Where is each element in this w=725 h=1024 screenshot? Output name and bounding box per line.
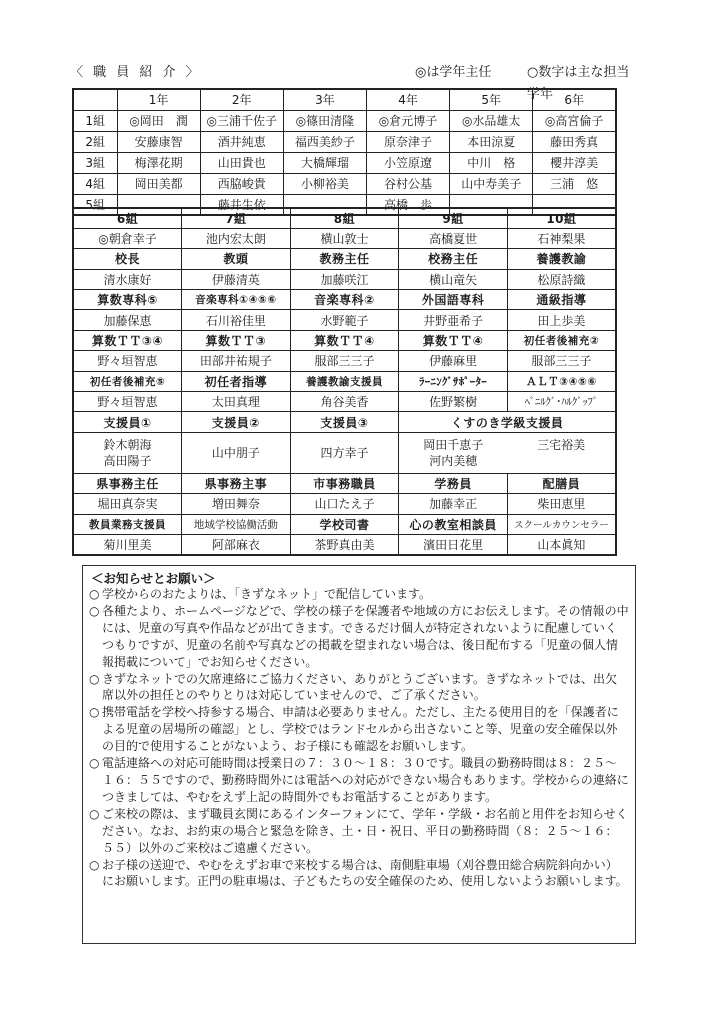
teacher-cell: 原奈津子	[366, 131, 449, 152]
role-label: 通級指導	[507, 290, 616, 310]
class-header: 10組	[507, 208, 616, 228]
notice-text: お子様の送迎で、やむをえずお車で来校する場合は、南側駐車場（刈谷豊田総合病院斜向かい）にお願いします。正門の駐車場は、子どもたちの安全確保のため、使用しないようお願いします。	[102, 857, 628, 889]
staff-name: 茶野真由美	[290, 534, 399, 554]
staff-name: 野々垣智恵	[73, 392, 182, 412]
teacher-cell: ◎水品雄太	[450, 110, 533, 131]
notice-text: 電話連絡への対応可能時間は授業日の７：３０～１８：３０です。職員の勤務時間は８：２５～１６：５５ですので、勤務時間外には電話への対応ができない場合もあります。学校からの連絡につきましては、やむをえず上記の時間外でもお電話することがあります。	[102, 756, 629, 804]
staff-row	[73, 412, 616, 432]
role-label: 校務主任	[399, 249, 508, 269]
role-label: 支援員③	[290, 412, 399, 432]
role-label: 校長	[73, 249, 182, 269]
teacher-cell: 谷村公基	[366, 173, 449, 194]
role-label: 地域学校協働活動	[182, 514, 291, 534]
teacher-cell: ◎三浦千佐子	[200, 110, 283, 131]
staff-row	[73, 392, 616, 412]
role-label: 算数ＴＴ③④	[73, 330, 182, 350]
staff-name: 太田真理	[182, 392, 291, 412]
teacher-cell: 中川 格	[450, 152, 533, 173]
staff-row	[73, 371, 616, 391]
teacher-cell: 安藤康智	[117, 131, 200, 152]
class-label: 3組	[73, 152, 117, 173]
staff-name: 横山竜矢	[399, 269, 508, 289]
staff-name: 伊藤清英	[182, 269, 291, 289]
role-label: 外国語専科	[399, 290, 508, 310]
teacher-cell: ◎篠田清隆	[283, 110, 366, 131]
role-label: 心の教室相談員	[399, 514, 508, 534]
staff-name-pair	[73, 432, 182, 473]
notice-text: 学校からのおたよりは、「きずなネット」で配信しています。	[102, 587, 432, 601]
spacer	[507, 453, 615, 469]
notice-text: 携帯電話を学校へ持参する場合、申請は必要ありません。ただし、主たる使用目的を「保護者による児童の居場所の確認」とし、学校ではランドセルから出さないこと等、児童の安全確保以外の目的で使用することがないよう、お子様にも確認をお願いします。	[102, 705, 619, 754]
grade-header: 4年	[366, 89, 449, 110]
class-label: 4組	[73, 173, 117, 194]
notice-item	[89, 586, 629, 603]
role-label: 初任者後補充②	[507, 330, 616, 350]
role-label: 初任者指導	[182, 371, 291, 391]
notice-list	[89, 586, 629, 890]
role-label: 算数ＴＴ④	[399, 330, 508, 350]
teacher-cell: 高橋 歩	[366, 194, 449, 215]
bullet-circle-icon: ○	[89, 756, 100, 771]
staff-name: 濱田日花里	[399, 534, 508, 554]
staff-row	[73, 351, 616, 371]
staff-row	[73, 269, 616, 289]
staff-name: 池内宏太朗	[182, 228, 291, 248]
staff-name: 清水康好	[73, 269, 182, 289]
staff-name: 水野範子	[290, 310, 399, 330]
notice-text: 各種たより、ホームページなどで、学校の様子を保護者や地域の方にお伝えします。その情報の中には、児童の写真や作品などが出てきます。できるだけ個人が特定されないように配慮していくつもりですが、児童の名前や写真などの掲載を望まれない場合は、後日配布する「児童の個人情報掲載について」でお知らせください。	[102, 603, 629, 669]
staff-name: 堀田真奈実	[73, 494, 182, 514]
grade-header: 2年	[200, 89, 283, 110]
grade-header-row	[73, 89, 616, 110]
staff-name: 石川裕佳里	[182, 310, 291, 330]
class-label: 5組	[73, 194, 117, 215]
notice-item	[89, 755, 629, 806]
support-names-line	[399, 437, 615, 453]
legend-head-teacher: ◎は学年主任	[415, 65, 492, 80]
staff-name: 河内美穂	[429, 453, 478, 468]
role-label: 市事務職員	[290, 473, 399, 493]
staff-name: 服部三三子	[507, 351, 616, 371]
staff-row	[73, 494, 616, 514]
teacher-cell: 藤井生依	[200, 194, 283, 215]
class-teacher-table	[72, 88, 617, 216]
teacher-cell: 西脇峻貴	[200, 173, 283, 194]
class-header: 8組	[290, 208, 399, 228]
corner-cell	[73, 89, 117, 110]
bullet-circle-icon: ○	[89, 806, 100, 821]
bullet-circle-icon: ○	[89, 587, 100, 601]
teacher-cell: 櫻井淳美	[533, 152, 616, 173]
staff-row	[73, 432, 616, 473]
role-label: 養護教諭	[507, 249, 616, 269]
staff-row	[73, 534, 616, 554]
teacher-cell: 山中寿美子	[450, 173, 533, 194]
notice-title: ＜お知らせとお願い＞	[91, 571, 216, 586]
staff-name: 松原詩織	[507, 269, 616, 289]
role-label: 算数ＴＴ③	[182, 330, 291, 350]
staff-row	[73, 208, 616, 228]
staff-name: 井野亜希子	[399, 310, 508, 330]
notice-box	[82, 565, 636, 944]
role-label: 初任者後補充⑤	[73, 371, 182, 391]
staff-name: ﾍﾟﾆﾙｸﾞ･ﾊﾙｸﾞｯﾌﾟ	[507, 392, 616, 412]
class-header: 7組	[182, 208, 291, 228]
class-row	[73, 152, 616, 173]
role-label: 支援員①	[73, 412, 182, 432]
notice-item	[89, 806, 629, 857]
teacher-cell: 梅澤花期	[117, 152, 200, 173]
teacher-cell: 本田涼夏	[450, 131, 533, 152]
teacher-cell: 大橋輝瑠	[283, 152, 366, 173]
notice-text: ご来校の際は、まず職員玄関にあるインターフォンにて、学年・学級・お名前と用件をお知らせください。なお、お約束の場合と緊急を除き、土・日・祝日、平日の勤務時間（８：２５～１６：５５）以外のご来校はご遠慮ください。	[102, 806, 628, 855]
staff-name: 服部三三子	[290, 351, 399, 371]
staff-row	[73, 330, 616, 350]
teacher-cell: ◎倉元博子	[366, 110, 449, 131]
staff-name: 山本眞知	[507, 534, 616, 554]
class-label: 2組	[73, 131, 117, 152]
role-label: 県事務主任	[73, 473, 182, 493]
role-label: ﾗｰﾆﾝｸﾞｻﾎﾟｰﾀｰ	[399, 371, 508, 391]
staff-row	[73, 310, 616, 330]
teacher-cell: ◎岡田 潤	[117, 110, 200, 131]
staff-name: 菊川里美	[73, 534, 182, 554]
role-label: スクールカウンセラー	[507, 514, 616, 534]
staff-name: 伊藤麻里	[399, 351, 508, 371]
role-label: 算数ＴＴ④	[290, 330, 399, 350]
role-label: 県事務主事	[182, 473, 291, 493]
role-label: くすのき学級支援員	[399, 412, 616, 432]
staff-name: 四方幸子	[290, 432, 399, 473]
staff-name: 加藤咲江	[290, 269, 399, 289]
staff-name: 高田陽子	[103, 453, 152, 468]
notice-text: きずなネットでの欠席連絡にご協力ください、ありがとうございます。きずなネットでは、出欠席以外の担任とのやりとりは対応していませんので、ご了承ください。	[102, 671, 618, 703]
teacher-cell: 三浦 悠	[533, 173, 616, 194]
grade-header: 6年	[533, 89, 616, 110]
role-label: 学校司書	[290, 514, 399, 534]
staff-name: 鈴木朝海	[103, 437, 152, 452]
staff-name: 加藤幸正	[399, 494, 508, 514]
teacher-cell: ◎高宮倫子	[533, 110, 616, 131]
staff-name: 田部井祐規子	[182, 351, 291, 371]
bullet-circle-icon: ○	[89, 705, 100, 720]
bullet-circle-icon: ○	[89, 671, 100, 686]
staff-name: 岡田千恵子	[423, 437, 484, 452]
role-label: 算数専科⑤	[73, 290, 182, 310]
notice-item	[89, 671, 629, 705]
teacher-cell: 藤田秀真	[533, 131, 616, 152]
grade-header: 5年	[450, 89, 533, 110]
staff-name: ◎朝倉幸子	[73, 228, 182, 248]
staff-intro-title: 〈 職 員 紹 介 〉	[70, 65, 202, 80]
legend-grade-number: ○数字は主な担当学年	[527, 65, 630, 102]
class-header: 6組	[73, 208, 182, 228]
class-label: 1組	[73, 110, 117, 131]
notice-item	[89, 603, 629, 671]
staff-name: 横山敦士	[290, 228, 399, 248]
staff-row	[73, 290, 616, 310]
staff-name: 山中朋子	[182, 432, 291, 473]
staff-name: 増田舞奈	[182, 494, 291, 514]
staff-name: 野々垣智恵	[73, 351, 182, 371]
bullet-circle-icon: ○	[89, 857, 100, 872]
class-header: 9組	[399, 208, 508, 228]
grade-header: 1年	[117, 89, 200, 110]
staff-name: 高橋夏世	[399, 228, 508, 248]
teacher-cell: 福西美紗子	[283, 131, 366, 152]
staff-name: 田上歩美	[507, 310, 616, 330]
staff-name: 柴田恵里	[507, 494, 616, 514]
role-label: 音楽専科①④⑤⑥	[182, 290, 291, 310]
teacher-cell: 岡田美都	[117, 173, 200, 194]
bullet-circle-icon: ○	[89, 603, 100, 618]
support-names-line	[399, 453, 615, 469]
staff-name: 石神梨果	[507, 228, 616, 248]
staff-row	[73, 514, 616, 534]
staff-name-group	[399, 432, 616, 473]
class-row	[73, 173, 616, 194]
class-row	[73, 110, 616, 131]
role-label: 養護教諭支援員	[290, 371, 399, 391]
staff-name: 佐野繁樹	[399, 392, 508, 412]
role-label: 音楽専科②	[290, 290, 399, 310]
grade-header: 3年	[283, 89, 366, 110]
staff-row	[73, 473, 616, 493]
role-label: 学務員	[399, 473, 508, 493]
role-label: 教員業務支援員	[73, 514, 182, 534]
teacher-cell: 小笠原遼	[366, 152, 449, 173]
staff-row	[73, 228, 616, 248]
role-label: ＡＬＴ③④⑤⑥	[507, 371, 616, 391]
staff-row	[73, 249, 616, 269]
role-label: 教務主任	[290, 249, 399, 269]
class-row	[73, 131, 616, 152]
staff-name: 三宅裕美	[537, 437, 586, 452]
teacher-cell: 酒井純恵	[200, 131, 283, 152]
staff-name: 角谷美香	[290, 392, 399, 412]
staff-name: 阿部麻衣	[182, 534, 291, 554]
role-label: 教頭	[182, 249, 291, 269]
role-label: 配膳員	[507, 473, 616, 493]
role-label: 支援員②	[182, 412, 291, 432]
staff-table	[72, 207, 617, 556]
notice-item	[89, 857, 629, 891]
staff-name: 加藤保恵	[73, 310, 182, 330]
teacher-cell: 小柳裕美	[283, 173, 366, 194]
notice-item	[89, 704, 629, 755]
staff-name: 山口たえ子	[290, 494, 399, 514]
teacher-cell: 山田貴也	[200, 152, 283, 173]
